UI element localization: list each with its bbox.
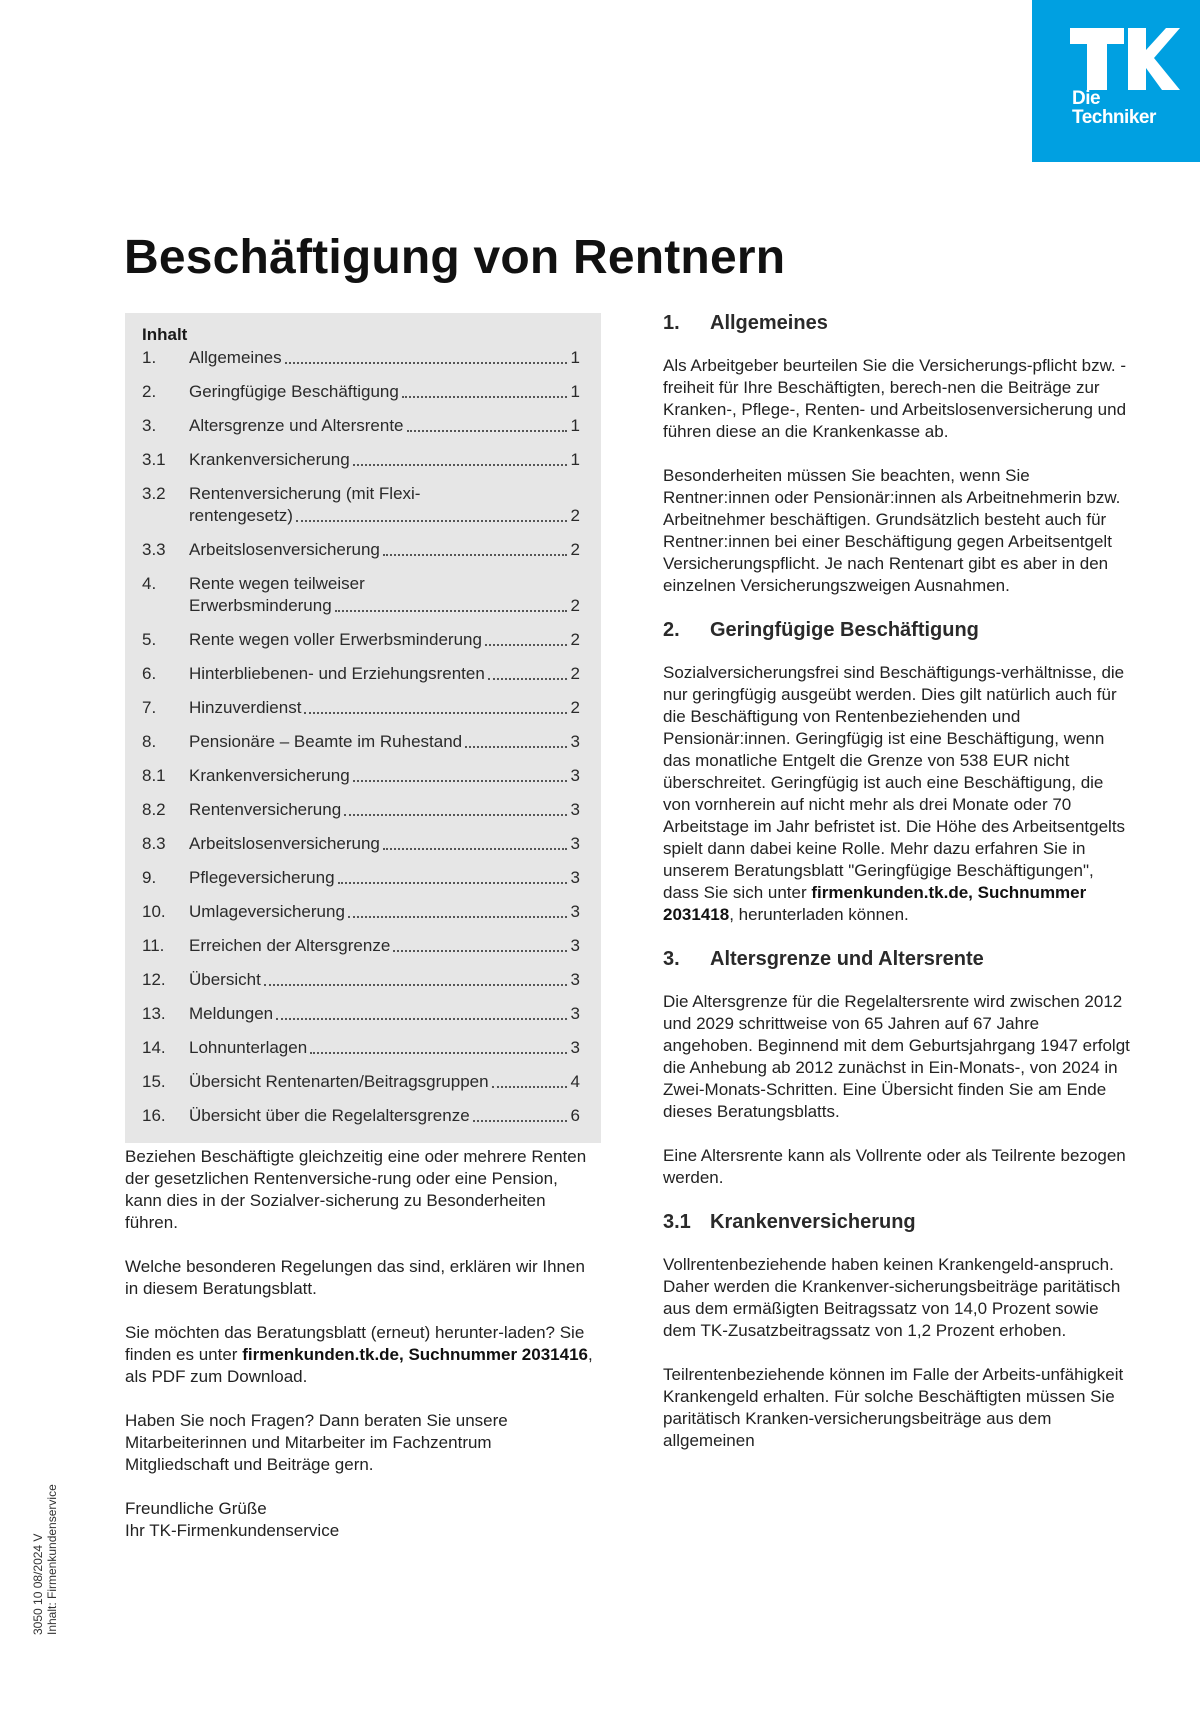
- toc-item-label: Übersicht Rentenarten/Beitragsgruppen: [189, 1072, 489, 1091]
- toc-item-page: 2: [570, 698, 580, 717]
- toc-leader-dots: [492, 1086, 567, 1088]
- toc-leader-dots: [344, 814, 567, 816]
- toc-item-page: 2: [570, 596, 580, 615]
- toc-item-number: 3.: [142, 416, 157, 435]
- toc-item-number: 8.: [142, 732, 157, 751]
- toc-item[interactable]: [142, 629, 580, 651]
- toc-item-label: Altersgrenze und Altersrente: [189, 416, 404, 435]
- toc-leader-dots: [264, 984, 567, 986]
- toc-item[interactable]: [142, 1071, 580, 1093]
- toc-item-number: 6.: [142, 664, 157, 683]
- body-paragraph: Als Arbeitgeber beurteilen Sie die Versicherungs-pflicht bzw. -freiheit für Ihre Beschäftigten, berech-nen die Beiträge zur Kranken-, Pflege-, Renten- und Arbeitslosenversicherung und führen diese an die Krankenkasse ab.: [663, 356, 1127, 441]
- toc-heading: Inhalt: [142, 325, 188, 344]
- toc-item-label: Lohnunterlagen: [189, 1038, 308, 1057]
- toc-item-label: Arbeitslosenversicherung: [189, 834, 380, 853]
- toc-item-number: 5.: [142, 630, 157, 649]
- toc-item-label: Übersicht: [189, 970, 261, 989]
- toc-item-label: Rente wegen teilweiser: [189, 574, 365, 593]
- toc-leader-dots: [473, 1120, 567, 1122]
- toc-leader-dots: [393, 950, 567, 952]
- toc-leader-dots: [485, 644, 567, 646]
- toc-leader-dots: [383, 848, 567, 850]
- toc-item-number: 8.2: [142, 800, 166, 819]
- toc-item-label: Pflegeversicherung: [189, 868, 335, 887]
- body-paragraph: Besonderheiten müssen Sie beachten, wenn Sie Rentner:innen oder Pensionär:innen als Arbeitnehmerin bzw. Arbeitnehmer beschäftigen. Grundsätzlich besteht auch für Rentner:innen bei einer Beschäftigung gegen Arbeitsentgelt Versicherungspflicht. Je nach Rentenart gibt es aber in den einzelnen Versicherungszweigen Ausnahmen.: [663, 466, 1121, 595]
- toc-item[interactable]: [142, 663, 580, 685]
- toc-item-page: 3: [570, 732, 580, 751]
- toc-leader-dots: [402, 396, 567, 398]
- toc-item[interactable]: [142, 1037, 580, 1059]
- toc-item-label: Krankenversicherung: [189, 450, 350, 469]
- tk-logo: [1032, 0, 1200, 162]
- toc-item[interactable]: [142, 935, 580, 957]
- toc-item-label: Geringfügige Beschäftigung: [189, 382, 399, 401]
- table-of-contents: [125, 313, 601, 1143]
- toc-item[interactable]: [142, 697, 580, 719]
- contact-paragraph: Haben Sie noch Fragen? Dann beraten Sie unsere Mitarbeiterinnen und Mitarbeiter im Fachzentrum Mitgliedschaft und Beiträge gern.: [125, 1411, 508, 1474]
- body-paragraph: Teilrentenbeziehende können im Falle der Arbeits-unfähigkeit Krankengeld erhalten. Für solche Beschäftigten müssen Sie paritätisch Kranken-versicherungsbeiträge aus dem allgemeinen: [663, 1365, 1124, 1450]
- toc-item-label: Umlageversicherung: [189, 902, 345, 921]
- toc-item-number: 7.: [142, 698, 157, 717]
- toc-item-page: 1: [570, 348, 580, 367]
- toc-leader-dots: [285, 362, 567, 364]
- toc-item-label: Hinterbliebenen- und Erziehungsrenten: [189, 664, 485, 683]
- toc-item-number: 12.: [142, 970, 166, 989]
- body-paragraph: Eine Altersrente kann als Vollrente oder als Teilrente bezogen werden.: [663, 1146, 1126, 1187]
- toc-item-label: Hinzuverdienst: [189, 698, 302, 717]
- body-paragraph: Die Altersgrenze für die Regelaltersrente wird zwischen 2012 und 2029 schrittweise von 65 Jahren auf 67 Jahre angehoben. Beginnend mit dem Geburtsjahrgang 1947 erfolgt die Anhebung ab 2012 zunächst in Ein-Monats-, von 2024 in Zwei-Monats-Schritten. Eine Übersicht finden Sie am Ende dieses Beratungsblatts.: [663, 992, 1130, 1121]
- toc-leader-dots: [488, 678, 567, 680]
- toc-item-number: 3.1: [142, 450, 166, 469]
- toc-item[interactable]: [142, 415, 580, 437]
- toc-item-page: 6: [570, 1106, 580, 1125]
- toc-leader-dots: [465, 746, 567, 748]
- toc-item[interactable]: [142, 573, 580, 617]
- download-link[interactable]: firmenkunden.tk.de, Suchnummer 2031418: [663, 883, 1087, 924]
- toc-leader-dots: [407, 430, 567, 432]
- toc-item-number: 10.: [142, 902, 166, 921]
- section-heading-geringfuegig: 2. Geringfügige Beschäftigung: [663, 619, 979, 641]
- intro-paragraph: Welche besonderen Regelungen das sind, erklären wir Ihnen in diesem Beratungsblatt.: [125, 1257, 585, 1298]
- toc-item-label: Arbeitslosenversicherung: [189, 540, 380, 559]
- toc-item-number: 3.2: [142, 484, 166, 503]
- toc-item[interactable]: [142, 483, 580, 527]
- toc-item-page: 1: [570, 416, 580, 435]
- intro-paragraph: Beziehen Beschäftigte gleichzeitig eine oder mehrere Renten der gesetzlichen Rentenversiche-rung oder eine Pension, kann dies in der Sozialver-sicherung zu Besonderheiten führen.: [125, 1147, 587, 1232]
- document-code: 3050 10 08/2024 V Inhalt: Firmenkundenservice: [31, 1484, 59, 1635]
- toc-item-page: 2: [570, 506, 580, 525]
- document-title: Beschäftigung von Rentnern: [124, 231, 786, 284]
- toc-leader-dots: [304, 712, 567, 714]
- download-link[interactable]: firmenkunden.tk.de, Suchnummer 2031416: [242, 1345, 588, 1364]
- toc-leader-dots: [276, 1018, 567, 1020]
- toc-item[interactable]: [142, 347, 580, 369]
- toc-item[interactable]: [142, 765, 580, 787]
- main-column: [663, 312, 1133, 1474]
- download-paragraph: Sie möchten das Beratungsblatt (erneut) herunter-laden? Sie finden es unter firmenkunden.tk.de, Suchnummer 2031416, als PDF zum Download.: [125, 1323, 593, 1386]
- toc-item[interactable]: [142, 901, 580, 923]
- toc-leader-dots: [353, 464, 567, 466]
- toc-item-page: 3: [570, 800, 580, 819]
- logo-wordmark: Die Techniker: [1072, 88, 1156, 128]
- section-heading-krankenversicherung: 3.1 Krankenversicherung: [663, 1211, 916, 1233]
- toc-item-page: 2: [570, 540, 580, 559]
- toc-leader-dots: [348, 916, 567, 918]
- toc-item[interactable]: [142, 449, 580, 471]
- toc-leader-dots: [383, 554, 567, 556]
- toc-item-number: 15.: [142, 1072, 166, 1091]
- toc-item[interactable]: [142, 381, 580, 403]
- tk-logo-icon: [1070, 28, 1180, 90]
- toc-item-page: 3: [570, 868, 580, 887]
- toc-item-label: Meldungen: [189, 1004, 274, 1023]
- toc-item[interactable]: [142, 969, 580, 991]
- intro-column: [125, 1146, 595, 1564]
- section-heading-allgemeines: 1. Allgemeines: [663, 312, 828, 334]
- toc-item[interactable]: [142, 539, 580, 561]
- toc-item-label: Krankenversicherung: [189, 766, 350, 785]
- toc-leader-dots: [338, 882, 567, 884]
- toc-item-label: Erreichen der Altersgrenze: [189, 936, 391, 955]
- toc-item-number: 2.: [142, 382, 157, 401]
- toc-item-page: 3: [570, 1004, 580, 1023]
- toc-item[interactable]: [142, 1105, 580, 1127]
- toc-item-number: 3.3: [142, 540, 166, 559]
- section-heading-altersgrenze: 3. Altersgrenze und Altersrente: [663, 948, 984, 970]
- toc-item-number: 16.: [142, 1106, 166, 1125]
- toc-item[interactable]: [142, 867, 580, 889]
- toc-leader-dots: [296, 520, 567, 522]
- toc-item-label: Übersicht über die Regelaltersgrenze: [189, 1106, 470, 1125]
- toc-item-number: 8.3: [142, 834, 166, 853]
- toc-leader-dots: [335, 610, 567, 612]
- toc-item-label: Pensionäre – Beamte im Ruhestand: [189, 732, 463, 751]
- toc-leader-dots: [353, 780, 567, 782]
- toc-item-label: rentengesetz): [189, 506, 293, 525]
- body-paragraph: Sozialversicherungsfrei sind Beschäftigungs-verhältnisse, die nur geringfügig ausgeübt werden. Dies gilt natürlich auch für die Beschäftigung von Rentenbeziehenden und Pensionär:innen. Geringfügig ist eine Beschäftigung, wenn das monatliche Entgelt die Grenze von 538 EUR nicht überschreitet. Geringfügig ist auch eine Beschäftigung, die von vornherein auf nicht mehr als drei Monate oder 70 Arbeitstage im Jahr befristet ist. Die Höhe des Arbeitsentgelts spielt dann dabei keine Rolle. Mehr dazu erfahren Sie in unserem Beratungsblatt "Geringfügige Beschäftigungen", dass Sie sich unter firmenkunden.tk.de, Suchnummer 2031418, herunterladen können.: [663, 663, 1126, 924]
- toc-leader-dots: [310, 1052, 567, 1054]
- body-paragraph: Vollrentenbeziehende haben keinen Krankengeld-anspruch. Daher werden die Krankenver-sicherungsbeiträge paritätisch aus dem ermäßigten Beitragssatz von 14,0 Prozent sowie dem TK-Zusatzbeitragssatz von 1,2 Prozent erhoben.: [663, 1255, 1121, 1340]
- toc-item-number: 1.: [142, 348, 157, 367]
- toc-item-page: 2: [570, 630, 580, 649]
- toc-item-number: 4.: [142, 574, 157, 593]
- toc-item-page: 3: [570, 1038, 580, 1057]
- toc-item[interactable]: [142, 833, 580, 855]
- toc-item-label: Erwerbsminderung: [189, 596, 332, 615]
- toc-item-label: Allgemeines: [189, 348, 282, 367]
- toc-item-number: 9.: [142, 868, 157, 887]
- toc-item-page: 3: [570, 766, 580, 785]
- toc-item-label: Rente wegen voller Erwerbsminderung: [189, 630, 482, 649]
- toc-item-number: 14.: [142, 1038, 166, 1057]
- toc-item[interactable]: [142, 799, 580, 821]
- toc-item-number: 8.1: [142, 766, 166, 785]
- toc-item-page: 4: [570, 1072, 580, 1091]
- toc-item-number: 11.: [142, 936, 165, 955]
- toc-item-number: 13.: [142, 1004, 166, 1023]
- toc-item-page: 3: [570, 834, 580, 853]
- toc-item-page: 2: [570, 664, 580, 683]
- toc-list: [142, 347, 580, 1139]
- toc-item-page: 1: [570, 450, 580, 469]
- closing: Freundliche Grüße Ihr TK-Firmenkundenservice: [125, 1499, 340, 1540]
- toc-item[interactable]: [142, 731, 580, 753]
- toc-item-page: 3: [570, 936, 580, 955]
- toc-item-page: 1: [570, 382, 580, 401]
- toc-item-label: Rentenversicherung: [189, 800, 342, 819]
- toc-item[interactable]: [142, 1003, 580, 1025]
- toc-item-page: 3: [570, 902, 580, 921]
- toc-item-label: Rentenversicherung (mit Flexi-: [189, 484, 421, 503]
- toc-item-page: 3: [570, 970, 580, 989]
